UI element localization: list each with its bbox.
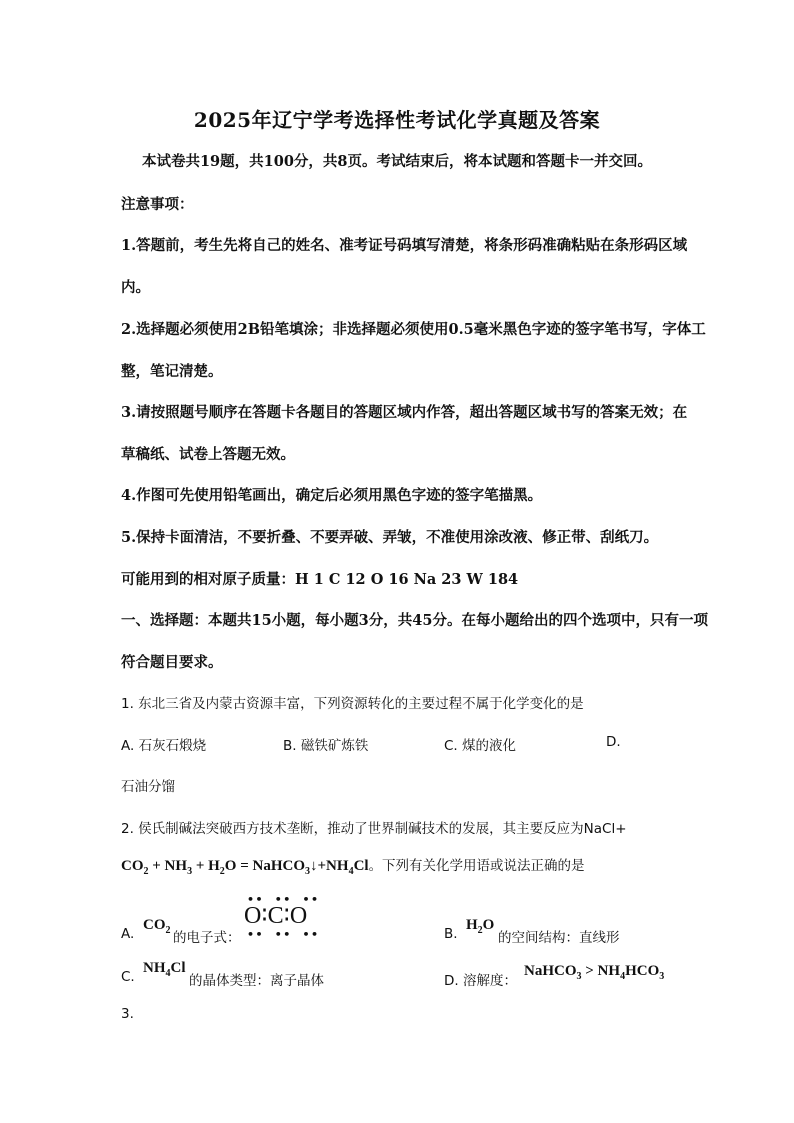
q1-option-d-text: 石油分馏 bbox=[121, 779, 175, 795]
notice-line: 5.保持卡面清洁，不要折叠、不要弄破、弄皱，不准使用涂改液、修正带、刮纸刀。 bbox=[121, 529, 659, 546]
q2-option-a-text: 的电子式： bbox=[173, 930, 241, 946]
lewis-dots-bottom: •• •• •• bbox=[247, 928, 320, 941]
co2-formula: $CO_2$ bbox=[143, 917, 171, 936]
notice-line: 内。 bbox=[121, 279, 150, 296]
q1-option-d-label: D. bbox=[606, 734, 621, 750]
h2o-formula: $H_2O$ bbox=[466, 917, 495, 936]
q1-option-a: A. 石灰石煅烧 bbox=[121, 738, 207, 754]
intro-text: 本试卷共19题，共100分，共8页。考试结束后，将本试题和答题卡一并交回。 bbox=[141, 153, 653, 170]
question-2-stem: 2. 侯氏制碱法突破西方技术垄断，推动了世界制碱技术的发展，其主要反应为NaCl+ bbox=[121, 821, 627, 837]
notice-line: 草稿纸、试卷上答题无效。 bbox=[121, 446, 295, 463]
section-heading: 符合题目要求。 bbox=[121, 654, 223, 671]
solubility-comparison: NaHCO$_3$ > $NH_4HCO_3$ bbox=[524, 963, 665, 982]
q1-option-c: C. 煤的液化 bbox=[444, 738, 517, 754]
q2-option-d-label: D. 溶解度： bbox=[444, 973, 517, 989]
notice-line: 2.选择题必须使用2B铅笔填涂；非选择题必须使用0.5毫米黑色字迹的签字笔书写，字体工 bbox=[121, 321, 706, 338]
notice-line: 1.答题前，考生先将自己的姓名、准考证号码填写清楚，将条形码准确粘贴在条形码区域 bbox=[121, 237, 688, 254]
reaction-equation: $CO_2 + NH_3 + H_2O$ = $NaHCO_3↓+NH_4Cl$ bbox=[121, 858, 369, 877]
question-3-label: 3. bbox=[121, 1006, 134, 1022]
q2-option-a-label: A. bbox=[121, 926, 135, 942]
q2-equation-line bbox=[121, 854, 585, 877]
notice-heading: 注意事项： bbox=[121, 196, 194, 213]
page-title: 2025年辽宁学考选择性考试化学真题及答案 bbox=[193, 108, 601, 132]
q1-option-b: B. 磁铁矿炼铁 bbox=[283, 738, 369, 754]
question-1-stem: 1. 东北三省及内蒙古资源丰富，下列资源转化的主要过程不属于化学变化的是 bbox=[121, 696, 584, 712]
q2-option-b-text: 的空间结构：直线形 bbox=[498, 930, 620, 946]
atomic-masses: 可能用到的相对原子质量：H 1 C 12 O 16 Na 23 W 184 bbox=[121, 571, 519, 588]
nh4cl-formula: $NH_4Cl$ bbox=[143, 960, 186, 979]
notice-line: 3.请按照题号顺序在答题卡各题目的答题区域内作答，超出答题区域书写的答案无效；在 bbox=[121, 404, 688, 421]
section-heading: 一、选择题：本题共15小题，每小题3分，共45分。在每小题给出的四个选项中，只有一项 bbox=[121, 612, 708, 629]
lewis-dots-top: •• •• •• bbox=[247, 893, 320, 906]
q2-option-c-label: C. bbox=[121, 969, 135, 985]
q2-stem-tail: 。下列有关化学用语或说法正确的是 bbox=[368, 858, 585, 874]
notice-line: 4.作图可先使用铅笔画出，确定后必须用黑色字迹的签字笔描黑。 bbox=[121, 487, 543, 504]
q2-option-b-label: B. bbox=[444, 926, 458, 942]
notice-line: 整，笔记清楚。 bbox=[121, 363, 223, 380]
q2-option-c-text: 的晶体类型：离子晶体 bbox=[189, 973, 324, 989]
co2-lewis-structure: O∶C∶O bbox=[244, 903, 308, 929]
